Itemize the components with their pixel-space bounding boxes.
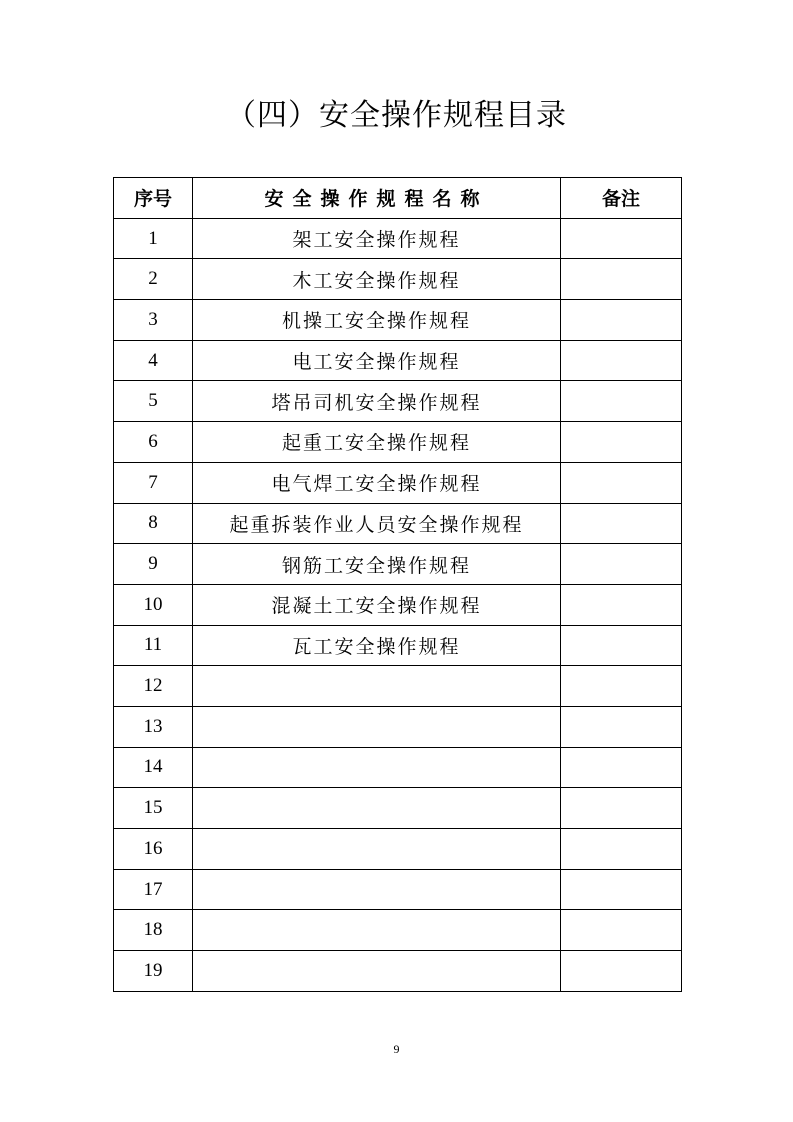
row-index: 4 <box>114 340 193 381</box>
row-remarks <box>561 910 682 951</box>
table-row <box>114 259 682 300</box>
row-remarks <box>561 666 682 707</box>
table-row <box>114 869 682 910</box>
table-row <box>114 544 682 585</box>
row-procedure-name: 钢筋工安全操作规程 <box>193 544 561 585</box>
row-procedure-name <box>193 747 561 788</box>
row-procedure-name <box>193 951 561 992</box>
header-index: 序号 <box>114 178 193 219</box>
row-index: 17 <box>114 869 193 910</box>
row-procedure-name: 起重工安全操作规程 <box>193 422 561 463</box>
row-index: 9 <box>114 544 193 585</box>
row-index: 12 <box>114 666 193 707</box>
table-row <box>114 381 682 422</box>
row-procedure-name: 瓦工安全操作规程 <box>193 625 561 666</box>
procedures-table <box>113 177 682 992</box>
row-procedure-name <box>193 829 561 870</box>
row-procedure-name <box>193 869 561 910</box>
table-row <box>114 503 682 544</box>
row-procedure-name: 机操工安全操作规程 <box>193 300 561 341</box>
row-remarks <box>561 218 682 259</box>
row-index: 3 <box>114 300 193 341</box>
row-remarks <box>561 259 682 300</box>
row-remarks <box>561 340 682 381</box>
row-index: 14 <box>114 747 193 788</box>
row-remarks <box>561 706 682 747</box>
row-index: 2 <box>114 259 193 300</box>
table-row <box>114 300 682 341</box>
row-index: 19 <box>114 951 193 992</box>
row-procedure-name: 塔吊司机安全操作规程 <box>193 381 561 422</box>
row-procedure-name: 架工安全操作规程 <box>193 218 561 259</box>
table-row <box>114 747 682 788</box>
row-procedure-name <box>193 910 561 951</box>
row-procedure-name: 混凝土工安全操作规程 <box>193 584 561 625</box>
row-remarks <box>561 300 682 341</box>
table-row <box>114 666 682 707</box>
header-name: 安全操作规程名称 <box>193 178 561 219</box>
row-procedure-name: 电气焊工安全操作规程 <box>193 462 561 503</box>
row-remarks <box>561 788 682 829</box>
table-row <box>114 910 682 951</box>
table-row <box>114 625 682 666</box>
table-row <box>114 218 682 259</box>
row-index: 13 <box>114 706 193 747</box>
row-index: 7 <box>114 462 193 503</box>
row-remarks <box>561 381 682 422</box>
page-number: 9 <box>393 1042 400 1056</box>
row-remarks <box>561 625 682 666</box>
row-index: 10 <box>114 584 193 625</box>
row-index: 18 <box>114 910 193 951</box>
page-title: （四）安全操作规程目录 <box>226 98 567 133</box>
row-remarks <box>561 422 682 463</box>
row-remarks <box>561 584 682 625</box>
row-remarks <box>561 869 682 910</box>
row-remarks <box>561 462 682 503</box>
row-index: 6 <box>114 422 193 463</box>
row-remarks <box>561 829 682 870</box>
row-procedure-name <box>193 666 561 707</box>
row-remarks <box>561 951 682 992</box>
row-procedure-name <box>193 788 561 829</box>
table-row <box>114 951 682 992</box>
row-index: 11 <box>114 625 193 666</box>
row-procedure-name: 木工安全操作规程 <box>193 259 561 300</box>
row-remarks <box>561 747 682 788</box>
row-remarks <box>561 503 682 544</box>
row-index: 16 <box>114 829 193 870</box>
row-remarks <box>561 544 682 585</box>
table-row <box>114 706 682 747</box>
row-index: 1 <box>114 218 193 259</box>
header-remarks: 备注 <box>561 178 682 219</box>
row-procedure-name <box>193 706 561 747</box>
table-header-row <box>114 178 682 219</box>
table-row <box>114 829 682 870</box>
table-row <box>114 584 682 625</box>
table-row <box>114 462 682 503</box>
row-index: 5 <box>114 381 193 422</box>
row-procedure-name: 起重拆装作业人员安全操作规程 <box>193 503 561 544</box>
table-row <box>114 788 682 829</box>
table-row <box>114 422 682 463</box>
row-index: 15 <box>114 788 193 829</box>
row-procedure-name: 电工安全操作规程 <box>193 340 561 381</box>
table-row <box>114 340 682 381</box>
table-body <box>114 218 682 991</box>
row-index: 8 <box>114 503 193 544</box>
